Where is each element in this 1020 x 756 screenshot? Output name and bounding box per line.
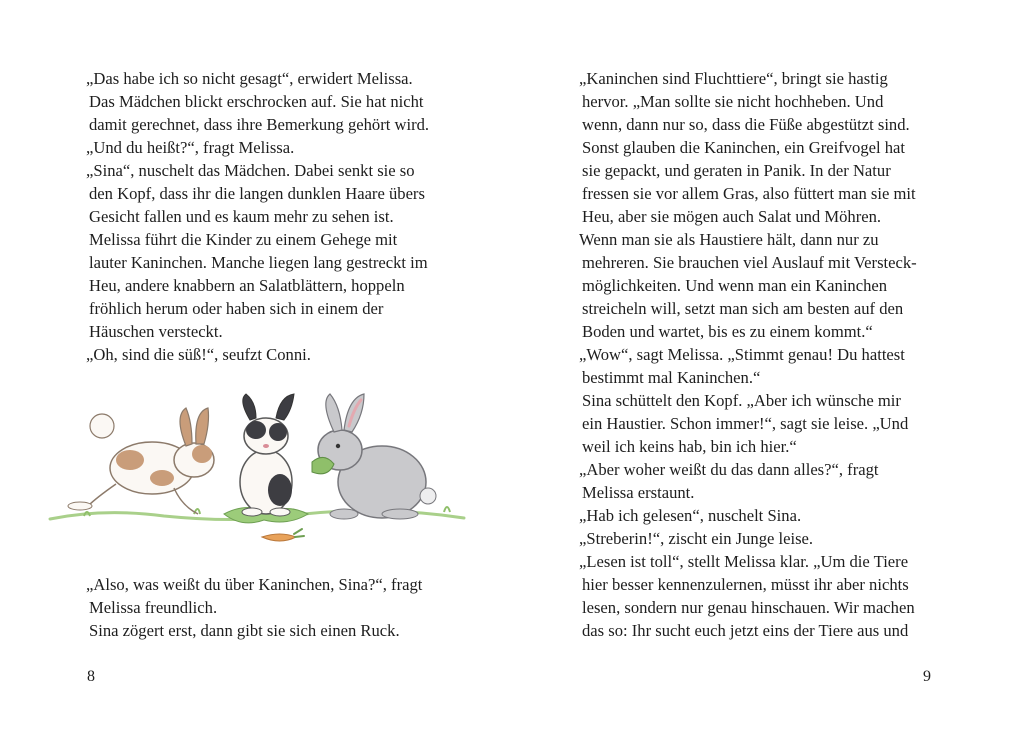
text-line: wenn, dann nur so, dass die Füße abgestützt sind. bbox=[582, 115, 910, 134]
text-line: möglichkeiten. Und wenn man ein Kaninchen bbox=[582, 276, 888, 295]
text-line: mehreren. Sie brauchen viel Auslauf mit Versteck- bbox=[582, 253, 917, 272]
text-line: „Also, was weißt du über Kaninchen, Sina?“, fragt bbox=[86, 575, 423, 594]
text-line: „Das habe ich so nicht gesagt“, erwidert Melissa. bbox=[86, 69, 413, 88]
text-line: „Streberin!“, zischt ein Junge leise. bbox=[579, 529, 814, 548]
text-line: streicheln will, setzt man sich am besten auf den bbox=[582, 299, 904, 318]
text-line: „Und du heißt?“, fragt Melissa. bbox=[86, 138, 295, 157]
text-line: „Oh, sind die süß!“, seufzt Conni. bbox=[86, 345, 311, 364]
text-line: den Kopf, dass ihr die langen dunklen Haare übers bbox=[89, 184, 425, 203]
text-line: Sonst glauben die Kaninchen, ein Greifvogel hat bbox=[582, 138, 906, 157]
right-page-text bbox=[579, 67, 917, 642]
page-number-left: 8 bbox=[87, 668, 95, 685]
text-line: fressen sie vor allem Gras, also füttert man sie mit bbox=[582, 184, 916, 203]
rabbit-grey-eating bbox=[312, 394, 436, 519]
text-line: Wenn man sie als Haustiere hält, dann nur zu bbox=[579, 230, 879, 249]
text-line: hier besser kennenzulernen, müsst ihr aber nichts bbox=[582, 575, 909, 594]
text-line: fröhlich herum oder haben sich in einem der bbox=[89, 299, 384, 318]
text-line: „Sina“, nuschelt das Mädchen. Dabei senkt sie so bbox=[86, 161, 415, 180]
rabbit-black-white-sitting bbox=[240, 394, 294, 516]
text-line: lesen, sondern nur genau hinschauen. Wir machen bbox=[582, 598, 915, 617]
text-line: ein Haustier. Schon immer!“, sagt sie leise. „Und bbox=[582, 414, 909, 433]
text-line: „Wow“, sagt Melissa. „Stimmt genau! Du hattest bbox=[579, 345, 905, 364]
text-line: Das Mädchen blickt erschrocken auf. Sie hat nicht bbox=[89, 92, 424, 111]
text-line: Sina schüttelt den Kopf. „Aber ich wünsche mir bbox=[582, 391, 901, 410]
text-line: sie gepackt, und geraten in Panik. In der Natur bbox=[582, 161, 891, 180]
text-line: Melissa erstaunt. bbox=[582, 483, 695, 502]
carrot-icon bbox=[262, 529, 304, 541]
text-line: Boden und wartet, bis es zu einem kommt.“ bbox=[582, 322, 873, 341]
text-line: das so: Ihr sucht euch jetzt eins der Tiere aus und bbox=[582, 621, 909, 640]
text-line: Häuschen versteckt. bbox=[89, 322, 223, 341]
page-number-right: 9 bbox=[923, 668, 931, 685]
text-line: hervor. „Man sollte sie nicht hochheben. Und bbox=[582, 92, 884, 111]
left-page-text-bottom bbox=[86, 573, 422, 642]
text-line: „Aber woher weißt du das dann alles?“, fragt bbox=[579, 460, 879, 479]
text-line: Melissa führt die Kinder zu einem Gehege mit bbox=[89, 230, 398, 249]
text-line: lauter Kaninchen. Manche liegen lang gestreckt im bbox=[89, 253, 428, 272]
text-line: „Lesen ist toll“, stellt Melissa klar. „Um die Tiere bbox=[579, 552, 909, 571]
text-line: „Kaninchen sind Fluchttiere“, bringt sie hastig bbox=[579, 69, 888, 88]
text-line: Melissa freundlich. bbox=[89, 598, 218, 617]
text-line: damit gerechnet, dass ihre Bemerkung gehört wird. bbox=[89, 115, 430, 134]
left-page-text-top bbox=[86, 67, 429, 366]
text-line: Gesicht fallen und es kaum mehr zu sehen ist. bbox=[89, 207, 394, 226]
rabbit-brown-hopping bbox=[68, 408, 214, 514]
text-line: Heu, andere knabbern an Salatblättern, hoppeln bbox=[89, 276, 405, 295]
text-line: weil ich keins hab, bin ich hier.“ bbox=[582, 437, 797, 456]
text-line: „Hab ich gelesen“, nuschelt Sina. bbox=[579, 506, 802, 525]
right-page bbox=[510, 0, 1020, 756]
rabbits-illustration bbox=[44, 386, 476, 556]
text-line: Sina zögert erst, dann gibt sie sich einen Ruck. bbox=[89, 621, 400, 640]
text-line: Heu, aber sie mögen auch Salat und Möhren. bbox=[582, 207, 882, 226]
text-line: bestimmt mal Kaninchen.“ bbox=[582, 368, 761, 387]
